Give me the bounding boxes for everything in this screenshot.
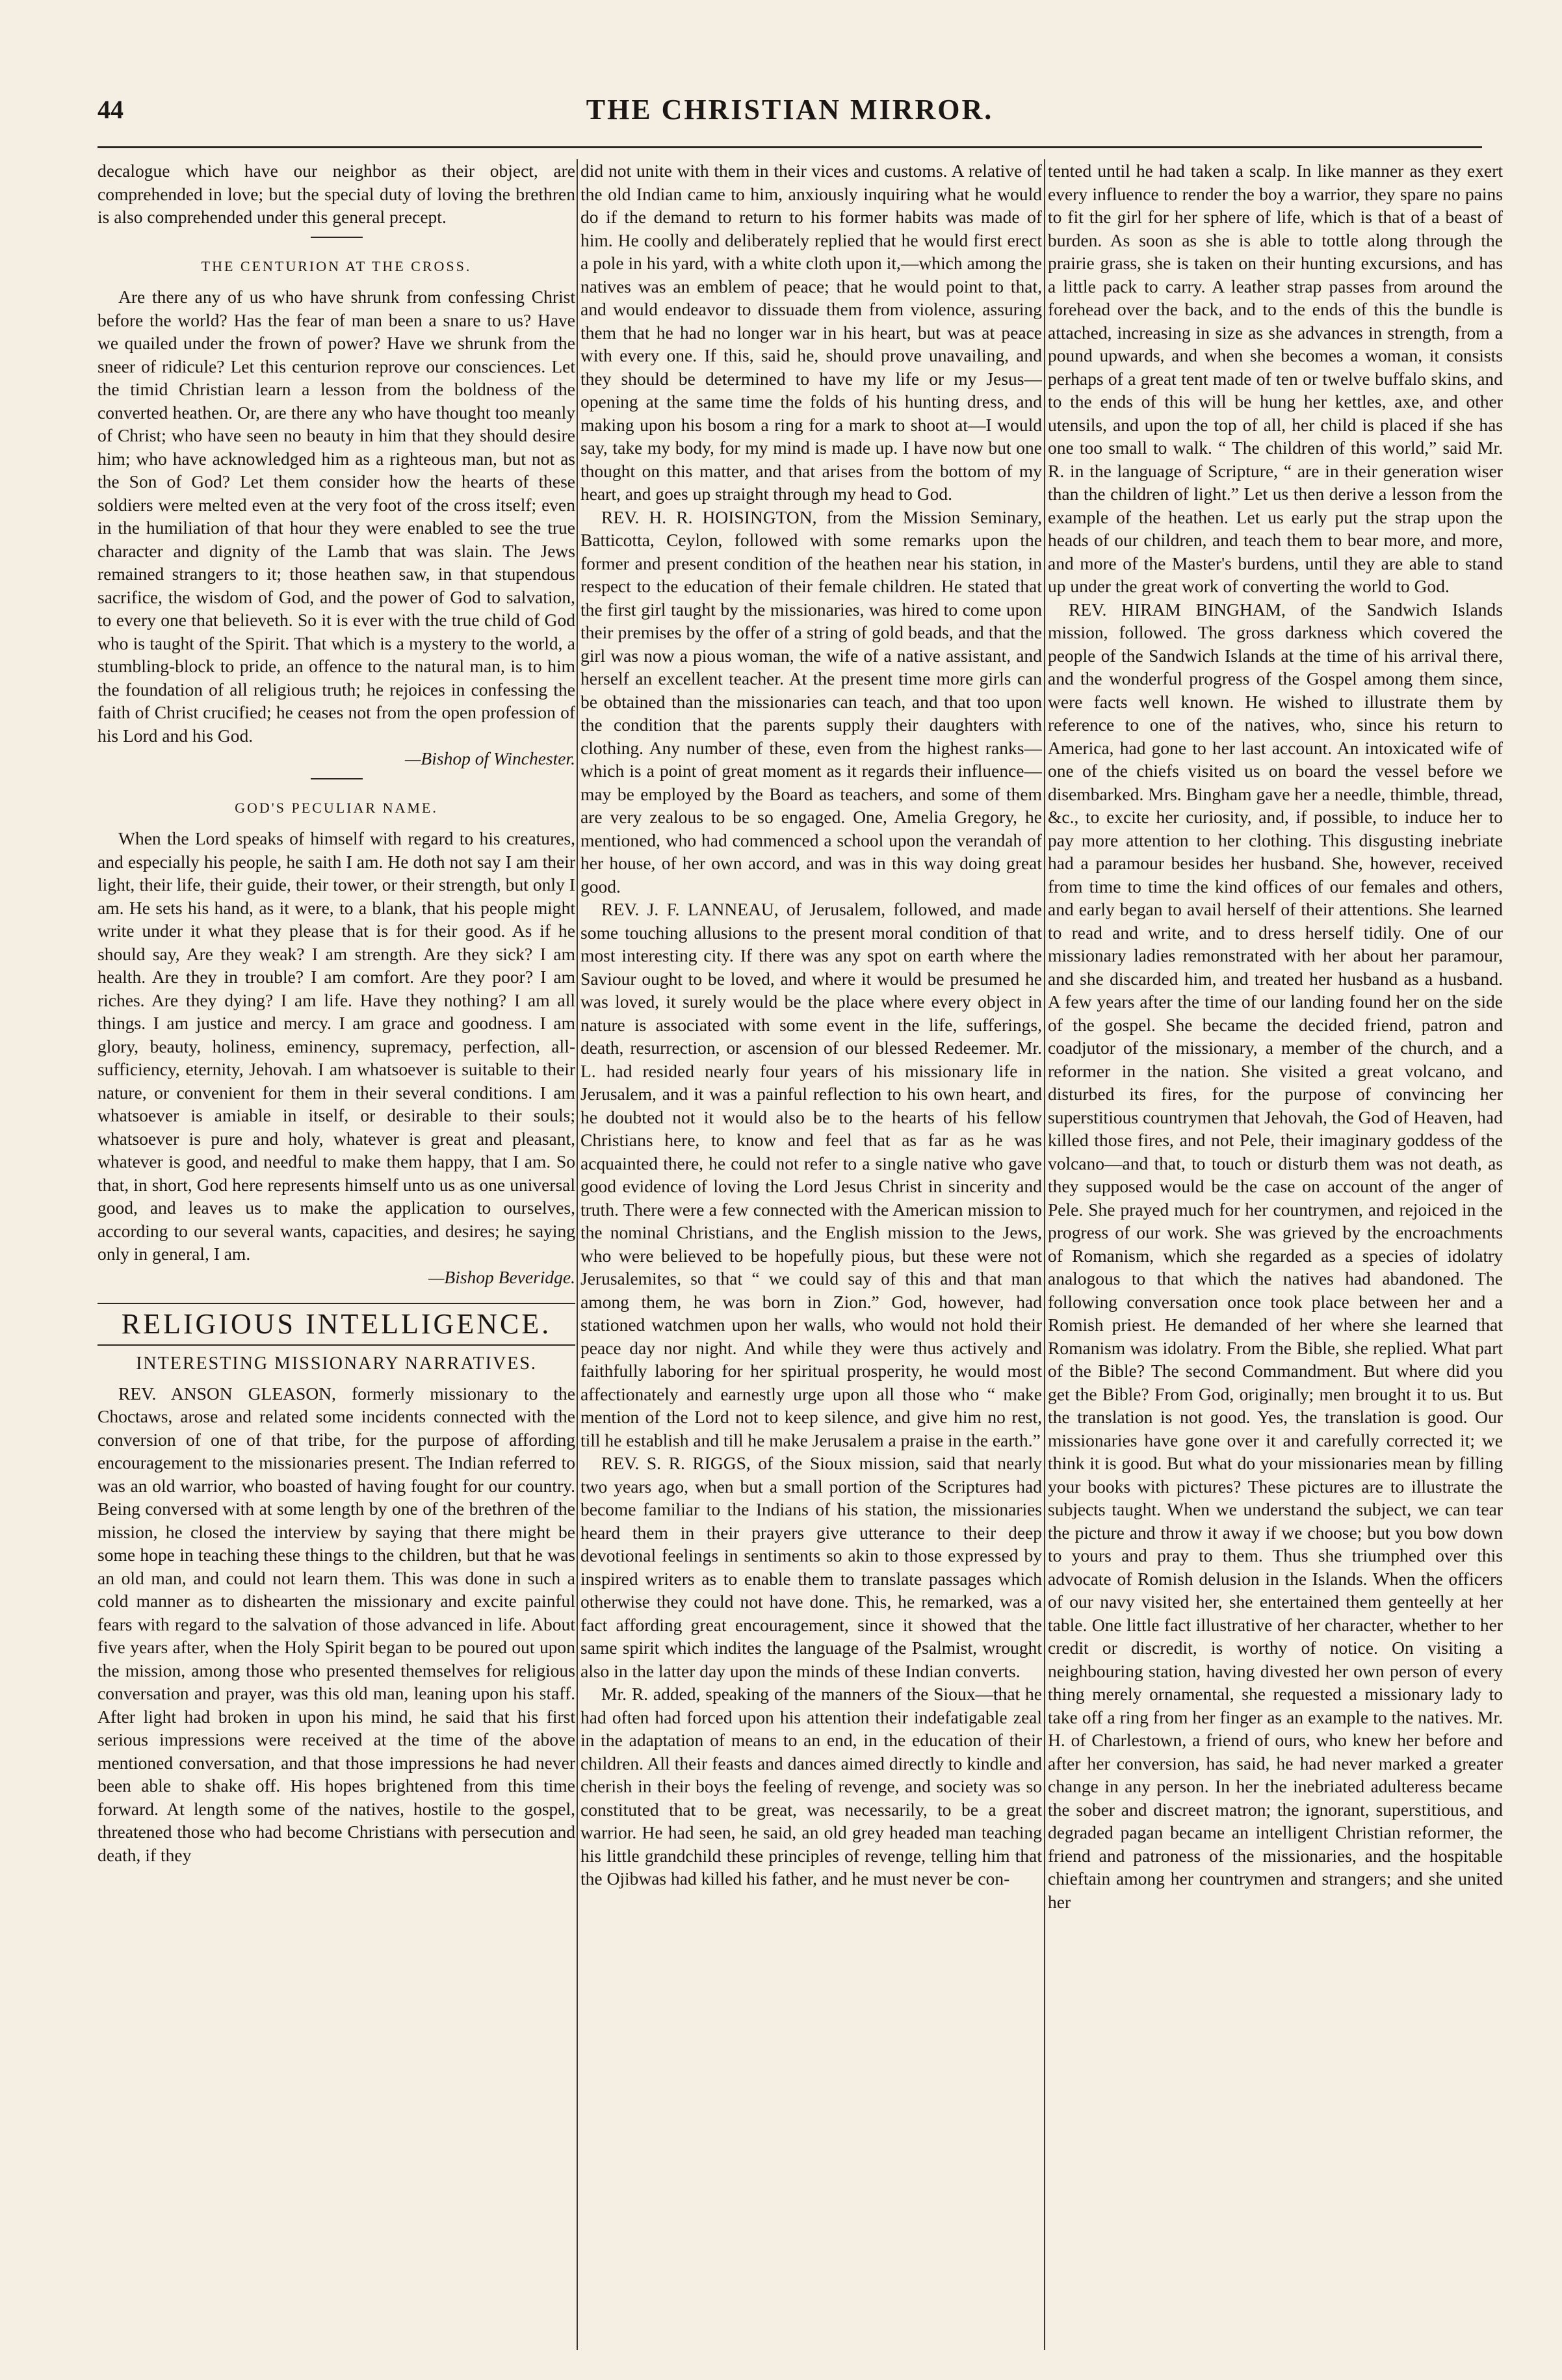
banner-rule-bottom: [98, 1344, 575, 1346]
speaker-name: REV. S. R. RIGGS,: [601, 1453, 751, 1473]
narrative-text: from the Mission Seminary, Batticotta, Ceylon, followed with some remarks upon the former and present condition of the heathen near his station, in respect to the education of their female children. He stated that the first girl taught by the missionaries, was hired to come upon their premises by the offer of a string of gold beads, and that the girl was now a pious woman, the wife of a native assistant, and herself an excellent teacher. At the present time more girls can be obtained than the missionaries can teach, and that too upon the condition that the parents supply their daughters with clothing. Any number of these, even from the highest ranks—which is a point of great moment as it regards their influence—may be employed by the Board as teachers, and some of them are very zealous to be so engaged. One, Amelia Gregory, he mentioned, who had commenced a school upon the verandah of her house, of her own accord, and was in this way doing great good.: [580, 506, 1042, 896]
column-3: [1048, 159, 1503, 2350]
narrative-text: of the Sioux mission, said that nearly two years ago, when but a small portion of the Scriptures had become familiar to the Indians of his station, the missionaries heard them in their prayers give utterance to their deep devotional feelings in sentiments so akin to those expressed by inspired writers as to enable them to translate passages which otherwise they could not have done. This, he remarked, was a fact affording great encouragement, since it showed that the same spirit which indites the language of the Psalmist, wrought also in the latter day upon the minds of these Indian converts.: [580, 1453, 1042, 1681]
subsection-title: INTERESTING MISSIONARY NARRATIVES.: [136, 1353, 537, 1374]
article-separator: [311, 237, 363, 238]
narrative-lanneau: [580, 898, 1042, 1452]
masthead-rule: [98, 146, 1482, 148]
column-1: [98, 159, 575, 2350]
article-body-centurion: Are there any of us who have shrunk from confessing Christ before the world? Has the fear of man been a snare to us? Have we quailed under the frown of power? Have we shrunk from the sneer of ridicule? Let this centurion reprove our consciences. Let the timid Christian learn a lesson from the boldness of the converted heathen. Or, are there any who have thought too meanly of Christ; who have seen no beauty in him that they should desire him; who have acknowledged him as a righteous man, but not as the Son of God? Let them consider how the hearts of these soldiers were melted even at the very foot of the cross itself; even in the humiliation of that hour they were enabled to see the true character and dignity of the Lamb that was slain. The Jews remained strangers to it; those heathen saw, in that stupendous sacrifice, the wisdom of God, and the power of God to salvation, to every one that believeth. So it is ever with the true child of God who is taught of the Spirit. That which is a mystery to the world, a stumbling-block to pride, an offence to the natural man, is to him the foundation of all religious truth; he rejoices in confessing the faith of Christ crucified; he ceases not from the open profession of his Lord and his God.: [98, 287, 575, 746]
speaker-name: REV. ANSON GLEASON,: [118, 1383, 336, 1404]
narrative-riggs-continued: Mr. R. added, speaking of the manners of the Sioux—that he had often had forced upon his attention their indefatigable zeal in the adaptation of means to an end, in the education of their children. All their feasts and dances aimed directly to kindle and cherish in their boys the feeling of revenge, and society was so constituted that to be great, was necessarily, to be a great warrior. He had seen, he said, an old grey headed man teaching his little grandchild these principles of revenge, telling him that the Ojibwas had killed his father, and he must never be con-: [580, 1684, 1042, 1889]
narrative-hoisington: [580, 506, 1042, 898]
narrative-text: of Jerusalem, followed, and made some touching allusions to the present moral condition of that most interesting city. If there was any spot on earth where the Saviour ought to be loved, and where it would be presumed he was loved, it surely would be the place where every object in nature is associated with some event in the life, sufferings, death, resurrection, or ascension of our blessed Redeemer. Mr. L. had resided nearly four years of his missionary life in Jerusalem, and it was a painful reflection to his own heart, and he doubted not it would also be to the hearts of his fellow Christians here, to know and feel that as far as he was acquainted there, he could not refer to a single native who gave good evidence of loving the Lord Jesus Christ in sincerity and truth. There were a few connected with the American mission to the nominal Christians, and the English mission to the Jews, who were believed to be hopefully pious, but these were not Jerusalemites, so that “ we could say of this and that man among them, he was born in Zion.” God, however, had stationed watchmen upon her walls, who would not hold their peace day nor night. And while they were thus actively and faithfully laboring for her spiritual prosperity, he would most affectionately and earnestly urge upon all those who “ make mention of the Lord not to keep silence, and give him no rest, till he establish and till he make Jerusalem a praise in the earth.”: [580, 899, 1042, 1450]
narrative-riggs: [580, 1452, 1042, 1682]
article-signature-winchester: —Bishop of Winchester.: [404, 748, 575, 768]
narrative-text: formerly missionary to the Choctaws, arose and related some incidents connected with the conversion of one of that tribe, for the purpose of affording encouragement to the missionaries present. The Indian referred to was an old warrior, who boasted of having fought for our country. Being conversed with at some length by one of the brethren of the mission, he closed the interview by saying that there might be some hope in teaching these things to the children, but that he was an old man, and could not learn them. This was done in such a cold manner as to dishearten the missionary and excite painful fears with regard to the salvation of those advanced in life. About five years after, when the Holy Spirit began to be poured out upon the mission, among those who presented themselves for religious conversation and prayer, was this old man, leaning upon his staff. After light had broken in upon his mind, he said that his first serious impressions were received at the time of the above mentioned conversation, and that those impressions he had never been able to shake off. His hopes brightened from this time forward. At length some of the natives, hostile to the gospel, threatened those who had become Christians with persecution and death, if they: [98, 1383, 575, 1865]
section-banner-title: RELIGIOUS INTELLIGENCE.: [121, 1308, 552, 1340]
running-head-title: THE CHRISTIAN MIRROR.: [586, 94, 994, 125]
speaker-name: REV. HIRAM BINGHAM,: [1069, 599, 1286, 620]
narrative-text: of the Sandwich Islands mission, followed. The gross darkness which covered the people of the Sandwich Islands at the time of his arrival there, and the wonderful progress of the Gospel among them since, were facts well known. He wished to illustrate them by reference to one of the natives, who, since his return to America, had gone to her last account. An intoxicated wife of one of the chiefs visited us on board the vessel before we disembarked. Mrs. Bingham gave her a needle, thimble, thread, &c., to excite her curiosity, and, if possible, to induce her to pay more attention to her clothing. This disgusting inebriate had a paramour besides her husband. She, however, received from time to time the kind offices of our females and others, and early began to avail herself of their attentions. She learned to read and write, and to dress herself tidily. One of our missionary ladies remonstrated with her about her paramour, and she discarded him, and treated her husband as a husband. A few years after the time of our landing found her on the side of the gospel. She became the decided friend, patron and coadjutor of the missionary, a member of the church, and a reformer in the nation. She visited a great volcano, and disturbed its fires, for the purpose of convincing her superstitious countrymen that Jehovah, the God of Heaven, had killed those fires, and not Pele, their imaginary goddess of the volcano—and that, to touch or disturb them was not death, as they supposed would be the case on account of the anger of Pele. She prayed much for her countrymen, and rejoiced in the progress of our work. She was grieved by the encroachments of Romanism, which she regarded as a species of idolatry analogous to that which the natives had abandoned. The following conversation once took place between her and a Romish priest. He demanded of her where she learned that Romanism was idolatry. From the Bible, she replied. What part of the Bible? The second Commandment. But where did you get the Bible? From God, originally; men brought it to us. But the translation is not good. Yes, the translation is good. Our missionaries have gone over it and carefully corrected it; we think it is good. But what do your missionaries mean by filling your books with pictures? These pictures are to illustrate the subjects taught. When we understand the subject, we can tear the picture and throw it away if we choose; but you bow down to yours and pray to them. Thus she triumphed over this advocate of Romish delusion in the Islands. When the officers of our navy visited her, she entertained them genteelly at her table. One little fact illustrative of her character, whether to her credit or discredit, is worthy of notice. On visiting a neighbouring station, having divested her own person of every thing merely ornamental, she requested a missionary lady to take off a ring from her finger as an example to the natives. Mr. H. of Charlestown, a friend of ours, who knew her before and after her conversion, has said, he had never marked a greater change in any person. In her the inebriated adulteress became the sober and discreet matron; the ignorant, superstitious, and degraded pagan became an intelligent Christian reformer, the friend and patroness of the missionaries, and the hospitable chieftain among her countrymen and strangers; and she united her: [1048, 599, 1503, 1912]
article-separator: [311, 778, 363, 779]
continued-paragraph: did not unite with them in their vices and customs. A relative of the old Indian came to him, anxiously inquiring what he would do if the demand to return to his former habits was made of him. He coolly and deliberately replied that he would first erect a pole in his yard, with a white cloth upon it,—which among the natives was an emblem of peace; that he would point to that, and would endeavor to dissuade them from violence, assuring them that he had no longer war in his heart, but was at peace with every one. If this, said he, should prove unavailing, and they should be determined to have my life or my Jesus—opening at the same time the folds of his hunting dress, and making upon his bosom a ring for a mark to shoot at—I would say, take my body, for my mind is made up. I have now but one thought on this matter, and that arises from the bottom of my heart, and goes up straight through my head to God.: [580, 161, 1042, 504]
article-heading-centurion: THE CENTURION AT THE CROSS.: [201, 257, 472, 274]
speaker-name: REV. H. R. HOISINGTON,: [601, 506, 817, 527]
masthead: [98, 88, 1482, 140]
continued-paragraph: decalogue which have our neighbor as their object, are comprehended in love; but the special duty of loving the brethren is also comprehended under this general precept.: [98, 161, 575, 227]
page-number: 44: [98, 95, 124, 124]
article-heading-peculiar-name: GOD'S PECULIAR NAME.: [235, 799, 438, 816]
column-divider-2: [1044, 159, 1045, 2350]
article-body-peculiar-name: When the Lord speaks of himself with regard to his creatures, and especially his people, he saith I am. He doth not say I am their light, their life, their guide, their tower, or their strength, but only I am. He sets his hand, as it were, to a blank, that his people might write under it what they please that is for their good. As if he should say, Are they weak? I am strength. Are they sick? I am health. Are they in trouble? I am comfort. Are they poor? I am riches. Are they dying? I am life. Have they nothing? I am all things. I am justice and mercy. I am grace and goodness. I am glory, beauty, holiness, eminency, supremacy, perfection, all-sufficiency, eternity, Jehovah. I am whatsoever is suitable to their nature, or convenient for them in their several conditions. I am whatsoever is amiable in itself, or desirable to their souls; whatsoever is pure and holy, whatever is great and pleasant, whatever is good, and needful to make them happy, that I am. So that, in short, God here represents himself unto us as one universal good, and leaves us to make the application to ourselves, according to our several wants, capacities, and desires; he saying only in general, I am.: [98, 828, 575, 1264]
column-divider-1: [577, 159, 578, 2350]
speaker-name: REV. J. F. LANNEAU,: [601, 899, 779, 919]
article-signature-beveridge: —Bishop Beveridge.: [428, 1266, 575, 1287]
column-2: [580, 159, 1042, 2350]
section-banner: [98, 1303, 575, 1346]
narrative-bingham: [1048, 598, 1503, 1914]
continued-paragraph: tented until he had taken a scalp. In like manner as they exert every influence to render the boy a warrior, they spare no pains to fit the girl for her sphere of life, which is that of a beast of burden. As soon as she is able to tottle along through the prairie grass, she is taken on their hunting excursions, and has a little pack to carry. A leather strap passes from around the forehead over the back, and to the ends of this the bundle is attached, increasing in size as she advances in strength, from a pound upwards, and when she becomes a woman, it consists perhaps of a great tent made of ten or twelve buffalo skins, and to the ends of this will be hung her kettles, axe, and other utensils, and upon the top of all, her child is placed if she has one too small to walk. “ The children of this world,” said Mr. R. in the language of Scripture, “ are in their generation wiser than the children of light.” Let us then derive a lesson from the example of the heathen. Let us early put the strap upon the heads of our children, and teach them to bear more, and more, and more of the Master's burdens, until they are able to stand up under the great work of converting the world to God.: [1048, 161, 1503, 596]
narrative-gleason: [98, 1382, 575, 1867]
